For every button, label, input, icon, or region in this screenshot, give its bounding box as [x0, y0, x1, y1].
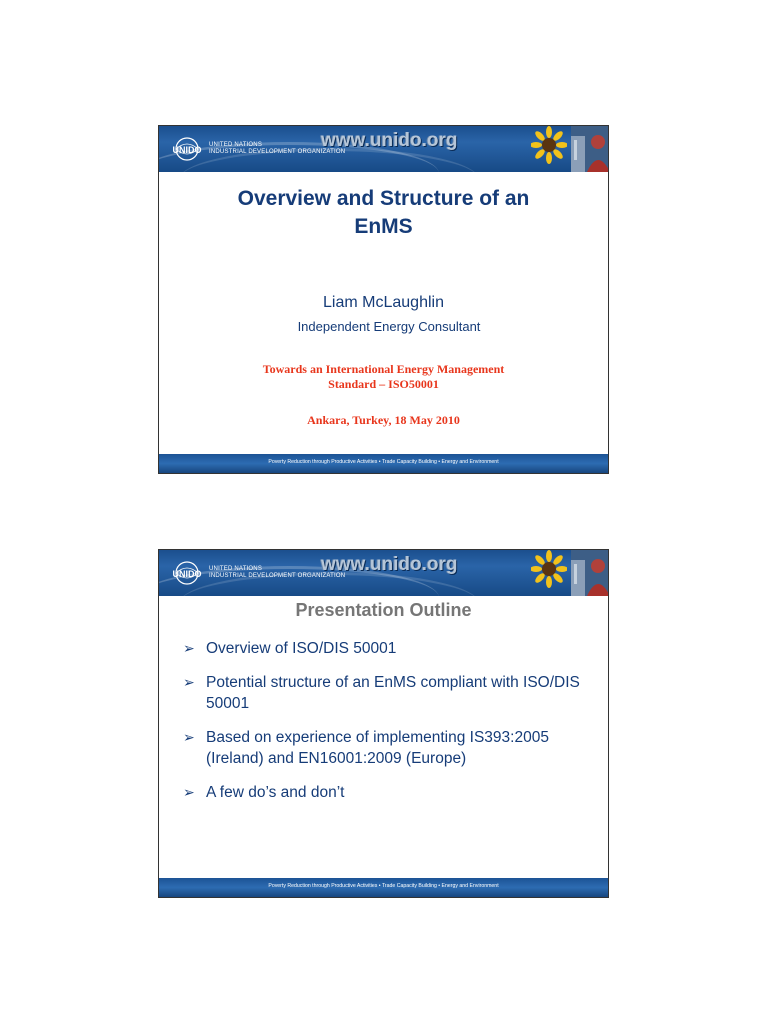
svg-text:UNIDO: UNIDO: [172, 145, 202, 155]
people-photo-icon: [571, 550, 608, 596]
arrow-bullet-icon: ➢: [183, 784, 195, 800]
svg-text:UNIDO: UNIDO: [172, 569, 202, 579]
list-item: ➢ A few do’s and don’t: [183, 784, 345, 801]
event-title: Towards an International Energy Management Standard – ISO50001: [262, 362, 505, 391]
slide-footer: [159, 454, 608, 473]
arrow-bullet-icon: ➢: [183, 640, 195, 656]
slide-header: [159, 126, 608, 172]
org-name: UNITED NATIONS INDUSTRIAL DEVELOPMENT ORGANIZATION: [209, 142, 346, 155]
website-url: www.unido.org: [321, 130, 458, 151]
slide-1: [158, 125, 609, 474]
footer-tagline: Poverty Reduction through Productive Activities • Trade Capacity Building • Energy and Environment: [268, 883, 499, 889]
arrow-bullet-icon: ➢: [183, 729, 195, 745]
list-item: ➢ Potential structure of an EnMS compliant with ISO/DIS 50001: [183, 674, 580, 712]
footer-tagline: Poverty Reduction through Productive Activities • Trade Capacity Building • Energy and Environment: [268, 459, 499, 465]
sunflower-icon: [531, 126, 567, 166]
slide-title: Overview and Structure of an EnMS: [237, 187, 530, 238]
slide-footer: [159, 878, 608, 897]
event-place-date: Ankara, Turkey, 18 May 2010: [307, 413, 460, 427]
arrow-bullet-icon: ➢: [183, 674, 195, 690]
slide-2: [158, 549, 609, 898]
unido-logo-icon: [171, 559, 203, 587]
author-name: Liam McLaughlin: [323, 294, 444, 311]
sunflower-icon: [531, 550, 567, 590]
people-photo-icon: [571, 126, 608, 172]
outline-list: [183, 638, 593, 816]
slide-header: [159, 550, 608, 596]
org-name: UNITED NATIONS INDUSTRIAL DEVELOPMENT ORGANIZATION: [209, 566, 346, 579]
unido-logo-icon: [171, 135, 203, 163]
slide-title: Presentation Outline: [295, 600, 472, 620]
list-item: ➢ Overview of ISO/DIS 50001: [183, 640, 397, 657]
list-item: ➢ Based on experience of implementing IS393:2005 (Ireland) and EN16001:2009 (Europe): [183, 729, 549, 767]
website-url: www.unido.org: [321, 554, 458, 575]
author-role: Independent Energy Consultant: [297, 319, 481, 334]
